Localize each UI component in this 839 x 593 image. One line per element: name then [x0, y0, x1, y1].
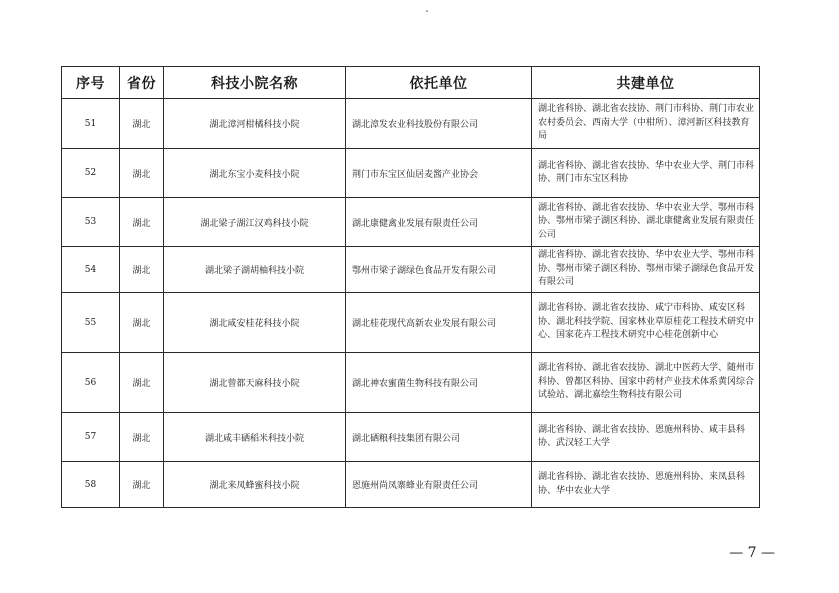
- row-host: 荆门市东宝区仙居麦酱产业协会: [346, 149, 532, 198]
- row-seq: 53: [62, 198, 120, 247]
- row-name: 湖北咸丰硒稻米科技小院: [164, 413, 346, 462]
- row-seq: 56: [62, 353, 120, 413]
- row-province: 湖北: [120, 99, 164, 149]
- row-province: 湖北: [120, 198, 164, 247]
- row-name: 湖北漳河柑橘科技小院: [164, 99, 346, 149]
- row-host: 湖北康健禽业发展有限责任公司: [346, 198, 532, 247]
- row-province: 湖北: [120, 149, 164, 198]
- row-host: 湖北漳发农业科技股份有限公司: [346, 99, 532, 149]
- table-row: [62, 462, 760, 508]
- scan-speck: [426, 10, 428, 12]
- row-host: 湖北桂花现代高新农业发展有限公司: [346, 293, 532, 353]
- row-name: 湖北梁子湖江汉鸡科技小院: [164, 198, 346, 247]
- row-seq: 55: [62, 293, 120, 353]
- row-host: 湖北神农蜜菌生物科技有限公司: [346, 353, 532, 413]
- table-row: [62, 413, 760, 462]
- table-row: [62, 99, 760, 149]
- header-name: 科技小院名称: [164, 67, 346, 99]
- row-partners: 湖北省科协、湖北省农技协、华中农业大学、鄂州市科协、鄂州市梁子湖区科协、湖北康健禽业发展有限责任公司: [532, 198, 760, 247]
- row-name: 湖北梁子湖胡柚科技小院: [164, 247, 346, 293]
- row-partners: 湖北省科协、湖北省农技协、恩施州科协、来凤县科协、华中农业大学: [532, 462, 760, 508]
- row-province: 湖北: [120, 353, 164, 413]
- table-row: [62, 198, 760, 247]
- row-partners: 湖北省科协、湖北省农技协、华中农业大学、鄂州市科协、鄂州市梁子湖区科协、鄂州市梁子湖绿色食品开发有限公司: [532, 247, 760, 293]
- science-courtyard-table: [61, 66, 760, 508]
- row-name: 湖北曾都天麻科技小院: [164, 353, 346, 413]
- row-province: 湖北: [120, 247, 164, 293]
- row-seq: 54: [62, 247, 120, 293]
- row-host: 恩施州尚凤寨蜂业有限责任公司: [346, 462, 532, 508]
- header-partners: 共建单位: [532, 67, 760, 99]
- row-partners: 湖北省科协、湖北省农技协、恩施州科协、咸丰县科协、武汉轻工大学: [532, 413, 760, 462]
- row-partners: 湖北省科协、湖北省农技协、华中农业大学、荆门市科协、荆门市东宝区科协: [532, 149, 760, 198]
- row-province: 湖北: [120, 413, 164, 462]
- header-province: 省份: [120, 67, 164, 99]
- row-partners: 湖北省科协、湖北省农技协、咸宁市科协、咸安区科协、湖北科技学院、国家林业草原桂花工程技术研究中心、国家花卉工程技术研究中心桂花创新中心: [532, 293, 760, 353]
- row-host: 鄂州市梁子湖绿色食品开发有限公司: [346, 247, 532, 293]
- row-name: 湖北东宝小麦科技小院: [164, 149, 346, 198]
- table-header-row: [62, 67, 760, 99]
- row-seq: 58: [62, 462, 120, 508]
- row-name: 湖北来凤蜂蜜科技小院: [164, 462, 346, 508]
- row-province: 湖北: [120, 293, 164, 353]
- header-seq: 序号: [62, 67, 120, 99]
- header-host: 依托单位: [346, 67, 532, 99]
- row-seq: 57: [62, 413, 120, 462]
- table-row: [62, 247, 760, 293]
- row-seq: 52: [62, 149, 120, 198]
- table-row: [62, 353, 760, 413]
- table-row: [62, 293, 760, 353]
- table-row: [62, 149, 760, 198]
- row-partners: 湖北省科协、湖北省农技协、荆门市科协、荆门市农业农村委员会、西南大学（中柑所）、漳河新区科技教育局: [532, 99, 760, 149]
- row-name: 湖北咸安桂花科技小院: [164, 293, 346, 353]
- row-province: 湖北: [120, 462, 164, 508]
- row-seq: 51: [62, 99, 120, 149]
- row-partners: 湖北省科协、湖北省农技协、湖北中医药大学、随州市科协、曾都区科协、国家中药材产业技术体系黄冈综合试验站、湖北嘉绘生物科技有限公司: [532, 353, 760, 413]
- page-number: — 7 —: [729, 545, 775, 561]
- row-host: 湖北硒粮科技集团有限公司: [346, 413, 532, 462]
